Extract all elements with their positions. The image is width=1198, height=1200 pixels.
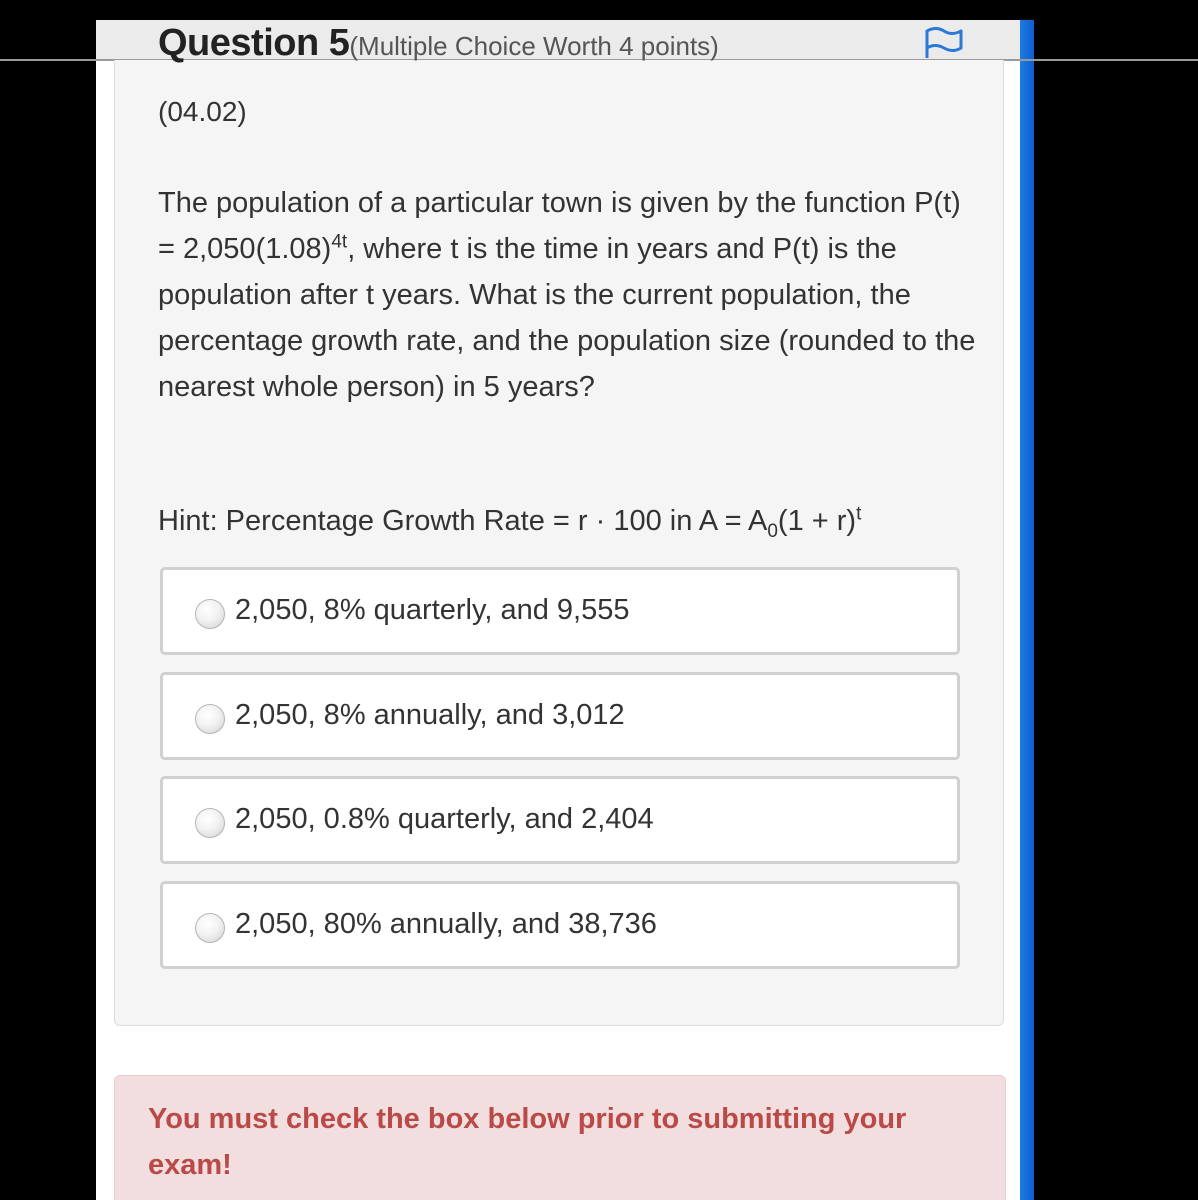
radio-button[interactable] (195, 599, 225, 629)
answer-option-label: 2,050, 80% annually, and 38,736 (235, 908, 657, 940)
radio-button[interactable] (195, 808, 225, 838)
question-text-part1: The population of a particular town is given by the function P(t) = 2,050(1.08) (158, 187, 961, 265)
hint-text (158, 498, 978, 544)
answer-option-label: 2,050, 8% annually, and 3,012 (235, 699, 625, 731)
alert-message: You must check the box below prior to submitting your exam! (148, 1103, 907, 1181)
hint-subscript: 0 (767, 520, 778, 542)
answer-option-label: 2,050, 8% quarterly, and 9,555 (235, 594, 630, 626)
answer-option-3[interactable] (160, 776, 960, 864)
hint-part1: Hint: Percentage Growth Rate = r · 100 in A = A (158, 505, 768, 537)
question-text-part2: , where t is the time in years and P(t) is the population after t years. What is the current population, the percentage growth rate, and the population size (rounded to the nearest whole person) in 5 years? (158, 233, 976, 403)
hint-part2: (1 + r) (777, 505, 857, 537)
answer-option-4[interactable] (160, 881, 960, 969)
scrollbar-strip[interactable] (1020, 20, 1034, 1200)
question-worth: (Multiple Choice Worth 4 points) (349, 31, 719, 61)
radio-button[interactable] (195, 704, 225, 734)
answer-option-label: 2,050, 0.8% quarterly, and 2,404 (235, 803, 654, 835)
question-exponent: 4t (331, 231, 348, 253)
submit-warning-alert (114, 1075, 1006, 1200)
question-code: (04.02) (158, 96, 247, 127)
radio-button[interactable] (195, 913, 225, 943)
question-text (158, 180, 978, 410)
question-number: Question 5 (158, 22, 350, 64)
answer-option-2[interactable] (160, 672, 960, 760)
answer-option-1[interactable] (160, 567, 960, 655)
hint-superscript: t (856, 503, 862, 525)
question-heading (158, 22, 719, 65)
flag-icon[interactable] (922, 26, 966, 60)
